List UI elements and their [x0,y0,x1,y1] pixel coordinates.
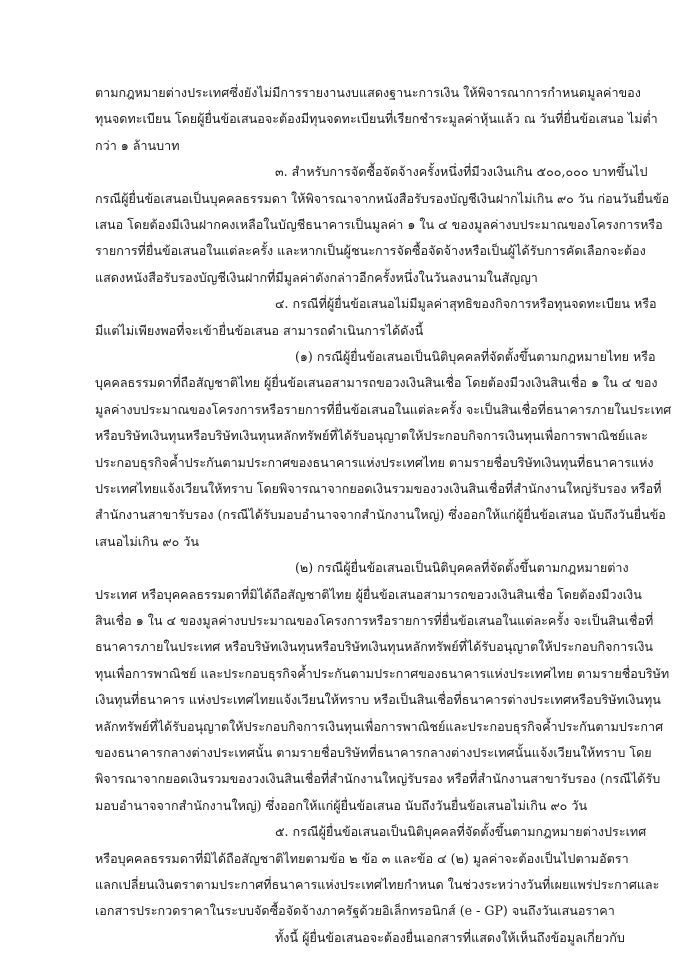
text-line: เสนอไม่เกิน ๙๐ วัน [95,533,199,549]
text-line: สำนักงานสาขารับรอง (กรณีได้รับมอบอำนาจจากสำนักงานใหญ่) ซึ่งออกให้แก่ผู้ยื่นข้อเสนอ นับถึงวันยื่นข้อ [95,507,666,523]
text-line: แลกเปลี่ยนเงินตราตามประกาศที่ธนาคารแห่งประเทศไทยกำหนด ในช่วงระหว่างวันที่เผยแพร่ประกาศและ [95,877,660,892]
text-line: เงินทุนที่ธนาคาร แห่งประเทศไทยแจ้งเวียนให้ทราบ หรือเป็นสินเชื่อที่ธนาคารต่างประเทศหรือบริษัทเงินทุน [95,692,661,708]
text-line: ตามกฎหมายต่างประเทศซึ่งยังไม่มีการรายงานงบแสดงฐานะการเงิน ให้พิจารณาการกำหนดมูลค่าของ [95,85,641,100]
text-line: มอบอำนาจจากสำนักงานใหญ่) ซึ่งออกให้แก่ผู้ยื่นข้อเสนอ นับถึงวันยื่นข้อเสนอไม่เกิน ๙๐ วัน [95,797,588,813]
text-line: มีแต่ไม่เพียงพอที่จะเข้ายื่นข้อเสนอ สามารถดำเนินการได้ดังนี้ [95,322,424,338]
text-line: พิจารณาจากยอดเงินรวมของวงเงินสินเชื่อที่สำนักงานใหญ่รับรอง หรือที่สำนักงานสาขารับรอง (กรณีได้รับ [95,771,661,787]
text-line: กรณีผู้ยื่นข้อเสนอเป็นบุคคลธรรมดา ให้พิจารณาจากหนังสือรับรองบัญชีเงินฝากไม่เกิน ๙๐ วัน ก่อนวันยื่นข้อ [95,190,670,206]
text-line: หรือบริษัทเงินทุนหรือบริษัทเงินทุนหลักทรัพย์ที่ได้รับอนุญาตให้ประกอบกิจการเงินทุนเพื่อการพาณิชย์และ [95,428,648,444]
text-line: กว่า ๑ ล้านบาท [95,137,180,153]
text-line: ของธนาคารกลางต่างประเทศนั้น ตามรายชื่อบริษัทที่ธนาคารกลางต่างประเทศนั้นแจ้งเวียนให้ทราบ โดย [95,745,652,760]
text-line: ประเทศไทยแจ้งเวียนให้ทราบ โดยพิจารณาจากยอดเงินรวมของวงเงินสินเชื่อที่สำนักงานใหญ่รับรอง หรือที่ [95,481,662,496]
text-line: (๒) กรณีผู้ยื่นข้อเสนอเป็นนิติบุคคลที่จัดตั้งขึ้นตามกฎหมายต่าง [295,560,629,576]
text-line: ๔. กรณีที่ผู้ยื่นข้อเสนอไม่มีมูลค่าสุทธิของกิจการหรือทุนจดทะเบียน หรือ [275,296,657,312]
text-line: ทั้งนี้ ผู้ยื่นข้อเสนอจะต้องยื่นเอกสารที่แสดงให้เห็นถึงข้อมูลเกี่ยวกับ [275,929,625,945]
text-line: ธนาคารภายในประเทศ หรือบริษัทเงินทุนหรือบริษัทเงินทุนหลักทรัพย์ที่ได้รับอนุญาตให้ประกอบกิจการเงิน [95,639,653,655]
text-line: แสดงหนังสือรับรองบัญชีเงินฝากที่มีมูลค่าดังกล่าวอีกครั้งหนึ่งในวันลงนามในสัญญา [95,269,538,285]
text-line: หลักทรัพย์ที่ได้รับอนุญาตให้ประกอบกิจการเงินทุนเพื่อการพาณิชย์และประกอบธุรกิจค้ำประกันตามประกาศ [95,718,664,734]
text-line: ประเทศ หรือบุคคลธรรมดาที่มิได้ถือสัญชาติไทย ผู้ยื่นข้อเสนอสามารถขอวงเงินสินเชื่อ โดยต้องมีวงเงิน [95,586,642,602]
text-line: ๕. กรณีผู้ยื่นข้อเสนอเป็นนิติบุคคลที่จัดตั้งขึ้นตามกฎหมายต่างประเทศ [275,824,647,840]
text-line: เสนอ โดยต้องมีเงินฝากคงเหลือในบัญชีธนาคารเป็นมูลค่า ๑ ใน ๔ ของมูลค่างบประมาณของโครงการหรือ [95,217,663,232]
text-line: (๑) กรณีผู้ยื่นข้อเสนอเป็นนิติบุคคลที่จัดตั้งขึ้นตามกฎหมายไทย หรือ [295,349,656,364]
text-line: หรือบุคคลธรรมดาที่มิได้ถือสัญชาติไทยตามข้อ ๒ ข้อ ๓ และข้อ ๔ (๒) มูลค่าจะต้องเป็นไปตามอัตรา [95,850,629,866]
text-line: เอกสารประกวดราคาในระบบจัดซื้อจัดจ้างภาครัฐด้วยอิเล็กทรอนิกส์ (e - GP) จนถึงวันเสนอราคา [95,903,615,919]
text-line: ทุนเพื่อการพาณิชย์ และประกอบธุรกิจค้ำประกันตามประกาศของธนาคารแห่งประเทศไทย ตามรายชื่อบริษัท [95,665,670,681]
text-line: รายการที่ยื่นข้อเสนอในแต่ละครั้ง และหากเป็นผู้ชนะการจัดซื้อจัดจ้างหรือเป็นผู้ได้รับการคัดเลือกจะต้อง [95,243,646,259]
text-line: ประกอบธุรกิจค้ำประกันตามประกาศของธนาคารแห่งประเทศไทย ตามรายชื่อบริษัทเงินทุนที่ธนาคารแห่ง [95,454,654,470]
text-line: สินเชื่อ ๑ ใน ๔ ของมูลค่างบประมาณของโครงการหรือรายการที่ยื่นข้อเสนอในแต่ละครั้ง จะเป็นสินเชื่อที่ [95,613,654,628]
text-line: มูลค่างบประมาณของโครงการหรือรายการที่ยื่นข้อเสนอในแต่ละครั้ง จะเป็นสินเชื่อที่ธนาคารภายในประเทศ [95,401,672,417]
text-line: บุคคลธรรมดาที่ถือสัญชาติไทย ผู้ยื่นข้อเสนอสามารถขอวงเงินสินเชื่อ โดยต้องมีวงเงินสินเชื่อ ๑ ใน ๔ ของ [95,375,658,391]
text-line: ๓. สำหรับการจัดซื้อจัดจ้างครั้งหนึ่งที่มีวงเงินเกิน ๕๐๐,๐๐๐ บาทขึ้นไป [275,164,648,180]
text-line: ทุนจดทะเบียน โดยผู้ยื่นข้อเสนอจะต้องมีทุนจดทะเบียนที่เรียกชำระมูลค่าหุ้นแล้ว ณ วันที่ยื่นข้อเสนอ ไม่ต่ำ [95,111,658,127]
